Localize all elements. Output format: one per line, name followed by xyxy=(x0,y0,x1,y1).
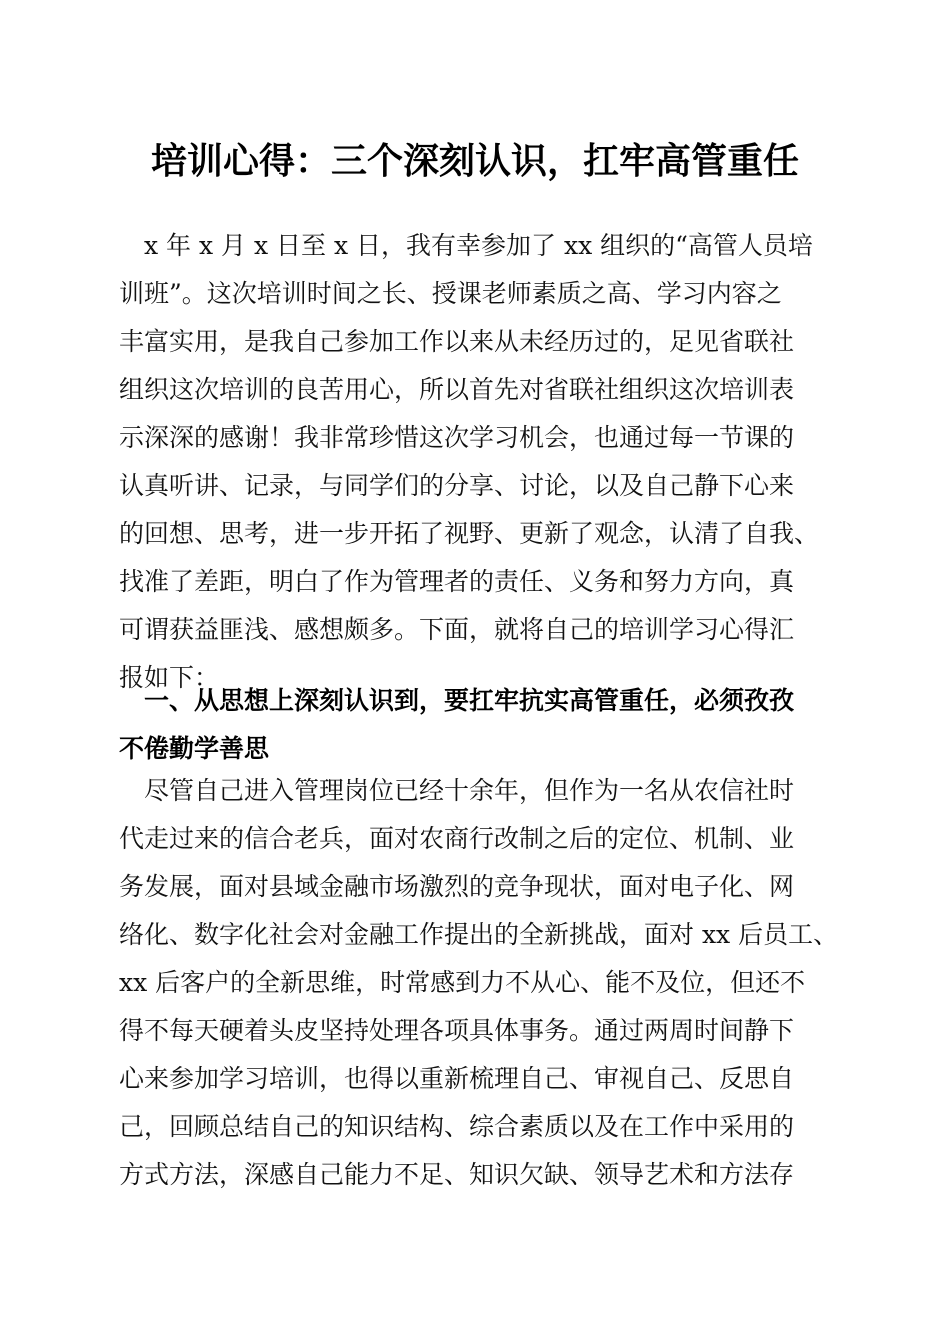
heading-line: 不倦勤学善思 xyxy=(119,734,270,763)
text-line: 己，回顾总结自己的知识结构、综合素质以及在工作中采用的 xyxy=(119,1112,795,1141)
paragraph-section-1 xyxy=(119,767,839,1199)
text-line: 代走过来的信合老兵，面对农商行改制之后的定位、机制、业 xyxy=(119,824,795,853)
text-line: 认真听讲、记录，与同学们的分享、讨论，以及自己静下心来 xyxy=(119,471,795,500)
text-line: 组织这次培训的良苦用心，所以首先对省联社组织这次培训表 xyxy=(119,375,795,404)
text-line: 务发展，面对县域金融市场激烈的竞争现状，面对电子化、网 xyxy=(119,872,795,901)
text-line: 的回想、思考，进一步开拓了视野、更新了观念，认清了自我、 xyxy=(119,519,820,548)
text-line: 络化、数字化社会对金融工作提出的全新挑战，面对 xx 后员工、 xyxy=(119,920,839,949)
text-line: 训班”。这次培训时间之长、授课老师素质之高、学习内容之 xyxy=(119,279,782,308)
heading-line: 一、从思想上深刻认识到，要扛牢抗实高管重任，必须孜孜 xyxy=(119,686,795,715)
text-line: 示深深的感谢！我非常珍惜这次学习机会，也通过每一节课的 xyxy=(119,423,795,452)
text-line: 丰富实用，是我自己参加工作以来从未经历过的，足见省联社 xyxy=(119,327,795,356)
paragraph-intro xyxy=(119,222,824,702)
text-line: 尽管自己进入管理岗位已经十余年，但作为一名从农信社时 xyxy=(119,776,795,805)
text-line: 得不每天硬着头皮坚持处理各项具体事务。通过两周时间静下 xyxy=(119,1016,795,1045)
text-line: 报如下： xyxy=(119,663,220,692)
text-line: xx 后客户的全新思维，时常感到力不从心、能不及位，但还不 xyxy=(119,968,806,997)
text-line: 心来参加学习培训，也得以重新梳理自己、审视自己、反思自 xyxy=(119,1064,795,1093)
text-line: 可谓获益匪浅、感想颇多。下面，就将自己的培训学习心得汇 xyxy=(119,615,795,644)
text-line: 方式方法，深感自己能力不足、知识欠缺、领导艺术和方法存 xyxy=(119,1160,795,1189)
text-line: x 年 x 月 x 日至 x 日，我有幸参加了 xx 组织的“高管人员培 xyxy=(119,231,813,260)
document-title: 培训心得：三个深刻认识，扛牢高管重任 xyxy=(150,140,799,182)
text-line: 找准了差距，明白了作为管理者的责任、义务和努力方向，真 xyxy=(119,567,795,596)
section-heading-1 xyxy=(119,677,824,773)
